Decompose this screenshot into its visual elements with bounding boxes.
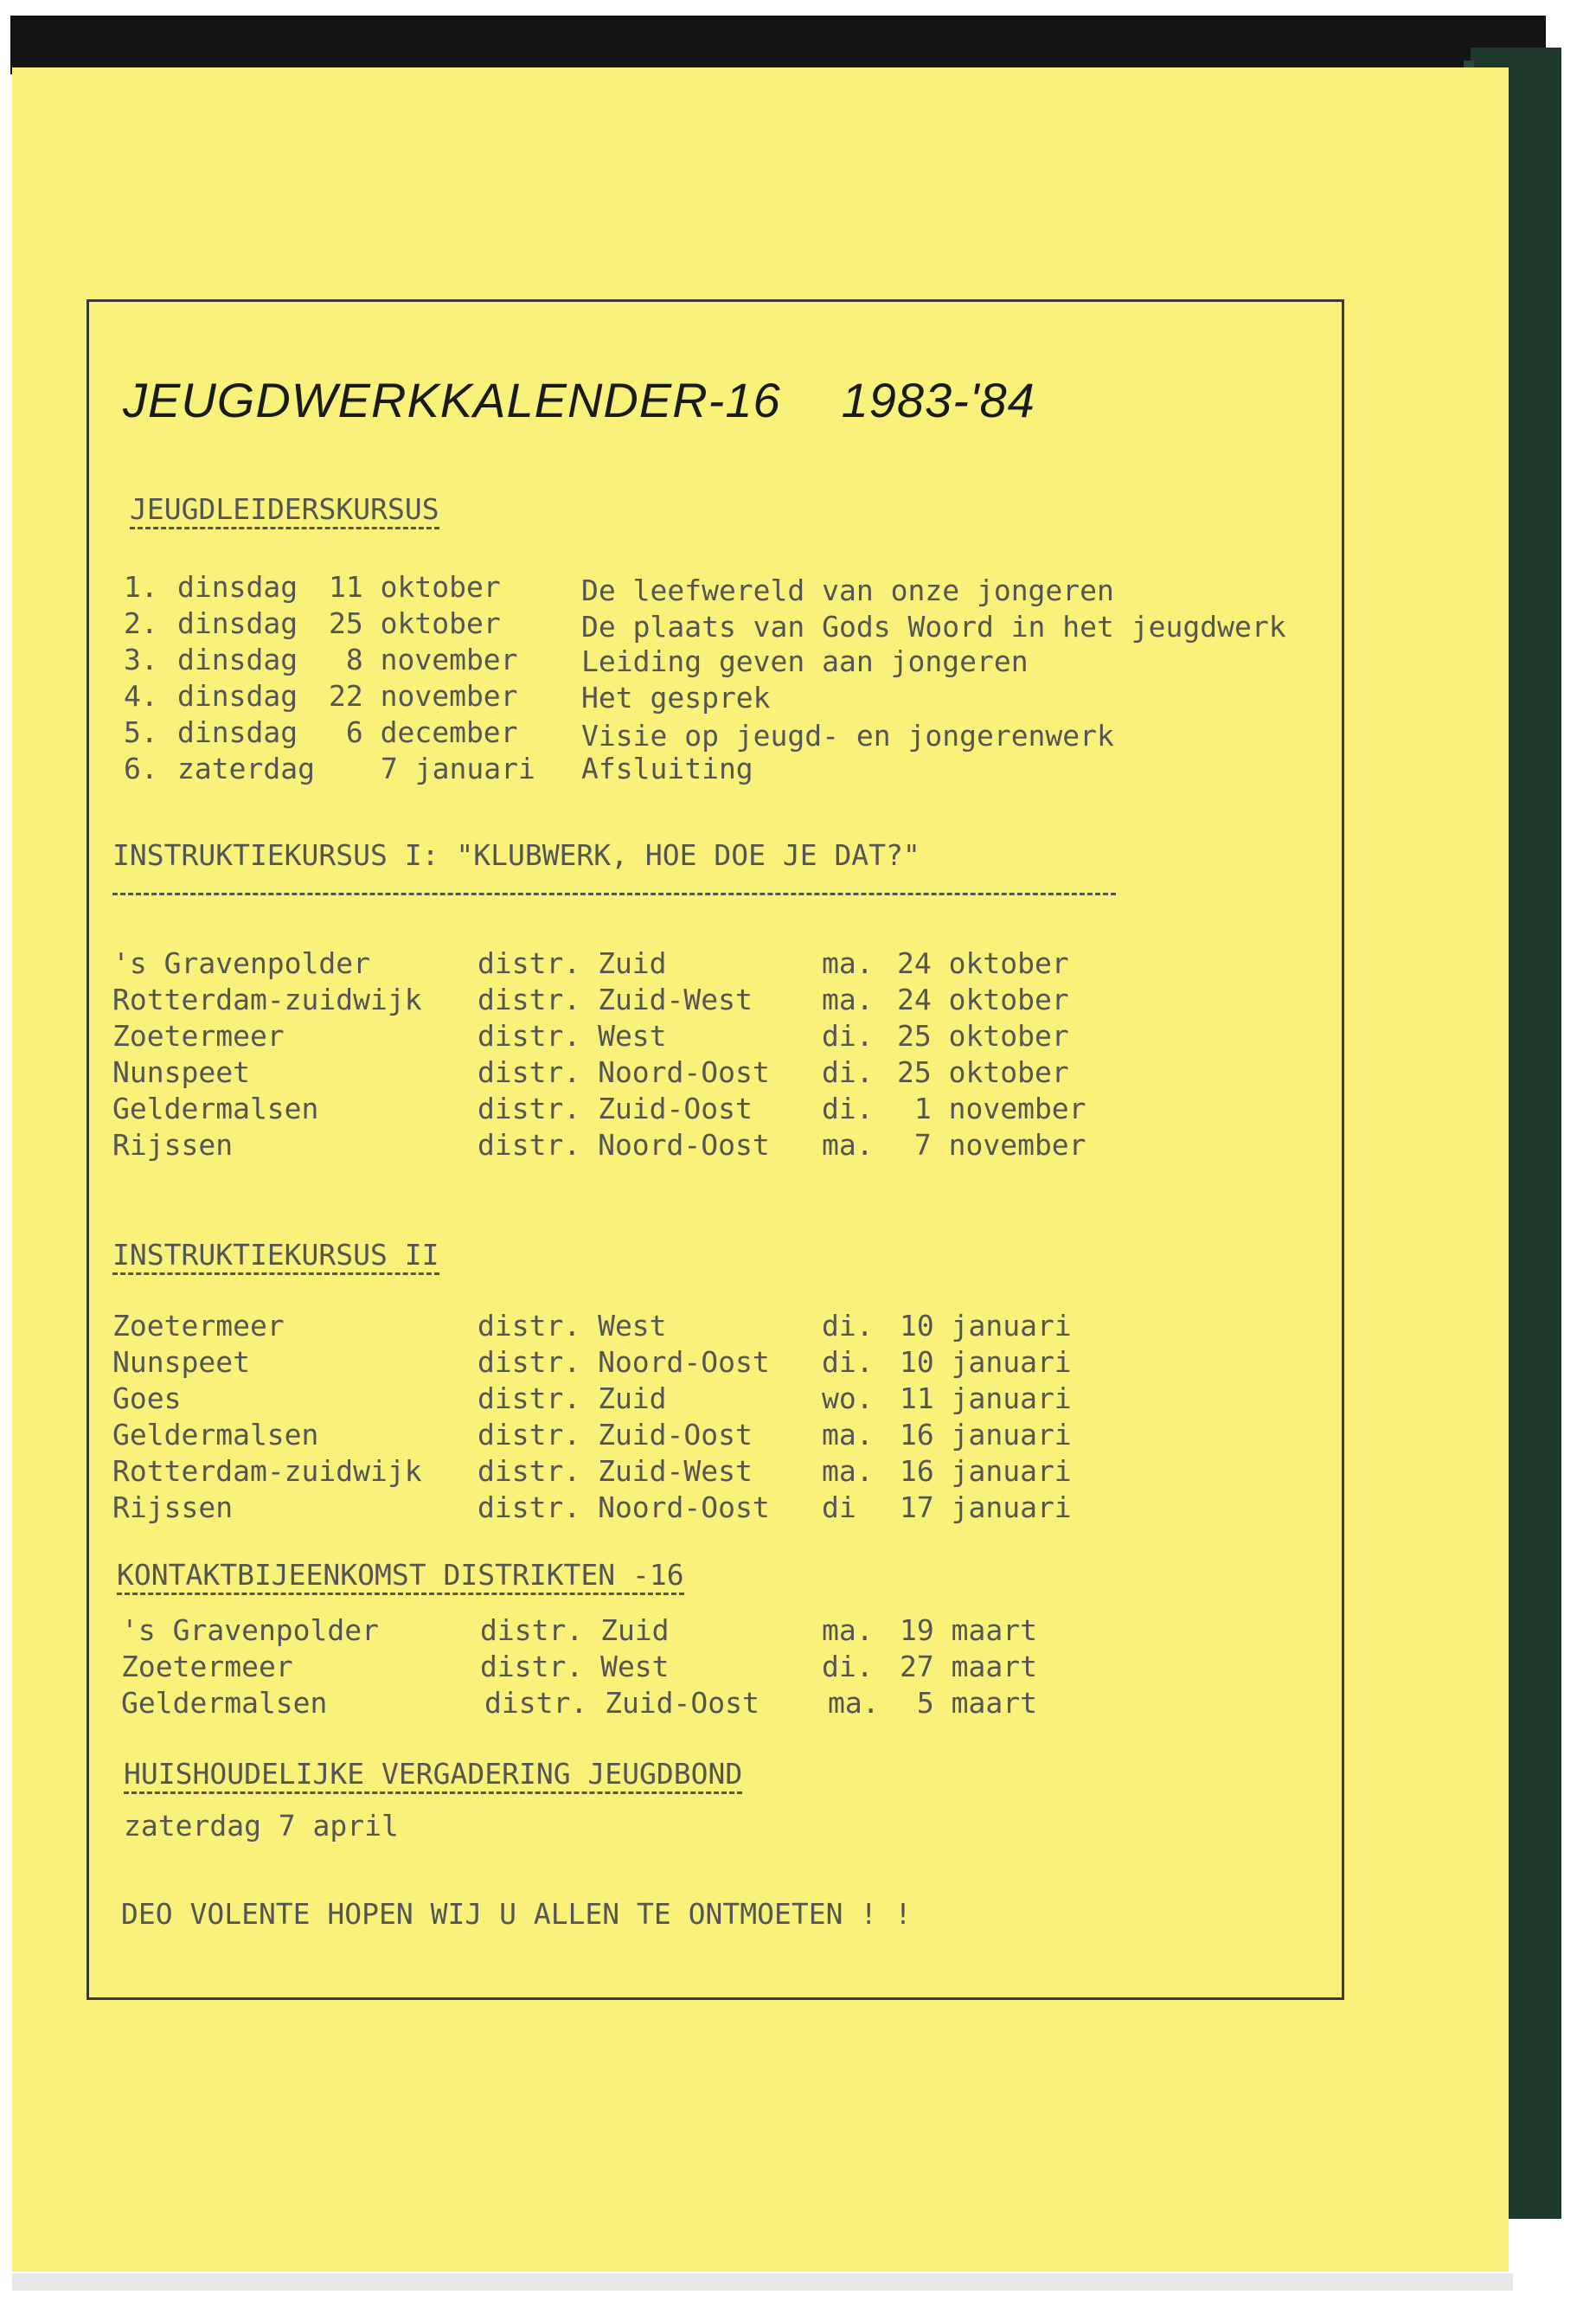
section3-row-3-date: 11 januari <box>900 1381 1072 1415</box>
section4-row-1-place: 's Gravenpolder <box>121 1613 380 1647</box>
section4-row-2-place: Zoetermeer <box>121 1650 293 1683</box>
section2-row-1-day: ma. <box>822 946 874 980</box>
section1-row-2-day: dinsdag <box>177 606 298 640</box>
section3-row-3-place: Goes <box>112 1381 182 1415</box>
section3-row-4-place: Geldermalsen <box>112 1418 319 1452</box>
section2-heading: INSTRUKTIEKURSUS I: "KLUBWERK, HOE DOE JE DAT?" <box>112 838 920 872</box>
section4-row-3-day: ma. <box>828 1686 880 1720</box>
section4-row-3-date: 5 maart <box>900 1686 1037 1720</box>
section1-row-6-topic: Afsluiting <box>581 752 753 785</box>
section1-row-1-date: 11 oktober <box>329 570 501 604</box>
section1-row-4-date: 22 november <box>329 679 518 713</box>
section2-row-2-place: Rotterdam-zuidwijk <box>112 983 422 1016</box>
section3-row-5-date: 16 januari <box>900 1454 1072 1488</box>
section3-row-6-district: distr. Noord-Oost <box>478 1490 770 1524</box>
section1-row-6-date: 7 januari <box>381 752 535 785</box>
section2-row-4-day: di. <box>822 1055 874 1089</box>
section1-row-4: 4. <box>124 679 158 713</box>
section3-row-4-district: distr. Zuid-Oost <box>478 1418 753 1452</box>
section2-row-1-date: 24 oktober <box>897 946 1069 980</box>
section3-row-1-district: distr. West <box>478 1309 667 1343</box>
section3-row-2-district: distr. Noord-Oost <box>478 1345 770 1379</box>
section3-row-5-district: distr. Zuid-West <box>478 1454 753 1488</box>
section3-row-5-place: Rotterdam-zuidwijk <box>112 1454 422 1488</box>
section3-row-1-date: 10 januari <box>900 1309 1072 1343</box>
section2-row-2-day: ma. <box>822 983 874 1016</box>
section1-row-2-topic: De plaats van Gods Woord in het jeugdwerk <box>581 610 1286 644</box>
title-year: 1983-'84 <box>841 373 1035 427</box>
closing-line: DEO VOLENTE HOPEN WIJ U ALLEN TE ONTMOETEN ! ! <box>121 1897 912 1931</box>
section1-row-4-topic: Het gesprek <box>581 681 771 715</box>
section1-row-2: 2. <box>124 606 158 640</box>
section4-heading: KONTAKTBIJEENKOMST DISTRIKTEN -16 <box>117 1557 684 1593</box>
section1-heading: JEUGDLEIDERSKURSUS <box>130 491 439 528</box>
section2-row-5-date: 1 november <box>897 1092 1086 1125</box>
section2-row-1-district: distr. Zuid <box>478 946 667 980</box>
section2-row-6-date: 7 november <box>897 1128 1086 1162</box>
section3-row-2-date: 10 januari <box>900 1345 1072 1379</box>
section3-row-5-day: ma. <box>822 1454 874 1488</box>
section2-row-4-district: distr. Noord-Oost <box>478 1055 770 1089</box>
page-title <box>123 372 1035 428</box>
section1-row-3: 3. <box>124 643 158 676</box>
title-main: JEUGDWERKKALENDER-16 <box>123 373 781 427</box>
section3-row-3-district: distr. Zuid <box>478 1381 667 1415</box>
section2-row-3-place: Zoetermeer <box>112 1019 285 1053</box>
section4-row-3-district: distr. Zuid-Oost <box>484 1686 760 1720</box>
section4-row-1-date: 19 maart <box>900 1613 1037 1647</box>
section1-row-3-day: dinsdag <box>177 643 298 676</box>
section2-row-4-place: Nunspeet <box>112 1055 250 1089</box>
section2-row-6-day: ma. <box>822 1128 874 1162</box>
section1-row-1: 1. <box>124 570 158 604</box>
section1-row-5-date: 6 december <box>329 715 518 749</box>
section2-row-5-day: di. <box>822 1092 874 1125</box>
section3-row-1-place: Zoetermeer <box>112 1309 285 1343</box>
section2-row-4-date: 25 oktober <box>897 1055 1069 1089</box>
section1-row-5-topic: Visie op jeugd- en jongerenwerk <box>581 719 1114 753</box>
section1-row-5-day: dinsdag <box>177 715 298 749</box>
section3-row-6-place: Rijssen <box>112 1490 234 1524</box>
section3-row-4-day: ma. <box>822 1418 874 1452</box>
section3-row-4-date: 16 januari <box>900 1418 1072 1452</box>
section5-heading: HUISHOUDELIJKE VERGADERING JEUGDBOND <box>124 1756 742 1792</box>
section1-row-5: 5. <box>124 715 158 749</box>
section4-row-1-day: ma. <box>822 1613 874 1647</box>
section1-row-1-topic: De leefwereld van onze jongeren <box>581 574 1114 607</box>
section5-text: zaterdag 7 april <box>124 1809 399 1843</box>
section2-row-2-date: 24 oktober <box>897 983 1069 1016</box>
section4-row-2-day: di. <box>822 1650 874 1683</box>
section2-heading-rule <box>112 893 1116 895</box>
section2-row-5-place: Geldermalsen <box>112 1092 319 1125</box>
section3-row-1-day: di. <box>822 1309 874 1343</box>
section2-row-2-district: distr. Zuid-West <box>478 983 753 1016</box>
section3-row-3-day: wo. <box>822 1381 874 1415</box>
section1-row-6-day: zaterdag <box>177 752 315 785</box>
section4-row-3-place: Geldermalsen <box>121 1686 328 1720</box>
section1-row-3-date: 8 november <box>329 643 518 676</box>
section2-row-6-district: distr. Noord-Oost <box>478 1128 770 1162</box>
section3-heading: INSTRUKTIEKURSUS II <box>112 1237 439 1273</box>
binder-bottom-edge <box>12 2273 1513 2291</box>
section1-row-3-topic: Leiding geven aan jongeren <box>581 644 1029 678</box>
section1-row-2-date: 25 oktober <box>329 606 501 640</box>
section3-row-6-day: di <box>822 1490 856 1524</box>
section2-row-3-district: distr. West <box>478 1019 667 1053</box>
section2-row-5-district: distr. Zuid-Oost <box>478 1092 753 1125</box>
section4-row-2-district: distr. West <box>480 1650 670 1683</box>
section4-row-2-date: 27 maart <box>900 1650 1037 1683</box>
section1-row-1-day: dinsdag <box>177 570 298 604</box>
section1-row-6: 6. <box>124 752 158 785</box>
section1-row-4-day: dinsdag <box>177 679 298 713</box>
section3-row-6-date: 17 januari <box>900 1490 1072 1524</box>
binder-top-edge <box>10 16 1546 74</box>
section2-row-3-date: 25 oktober <box>897 1019 1069 1053</box>
section2-row-3-day: di. <box>822 1019 874 1053</box>
section3-row-2-place: Nunspeet <box>112 1345 250 1379</box>
section2-row-1-place: 's Gravenpolder <box>112 946 371 980</box>
section4-row-1-district: distr. Zuid <box>480 1613 670 1647</box>
section2-row-6-place: Rijssen <box>112 1128 234 1162</box>
section3-row-2-day: di. <box>822 1345 874 1379</box>
